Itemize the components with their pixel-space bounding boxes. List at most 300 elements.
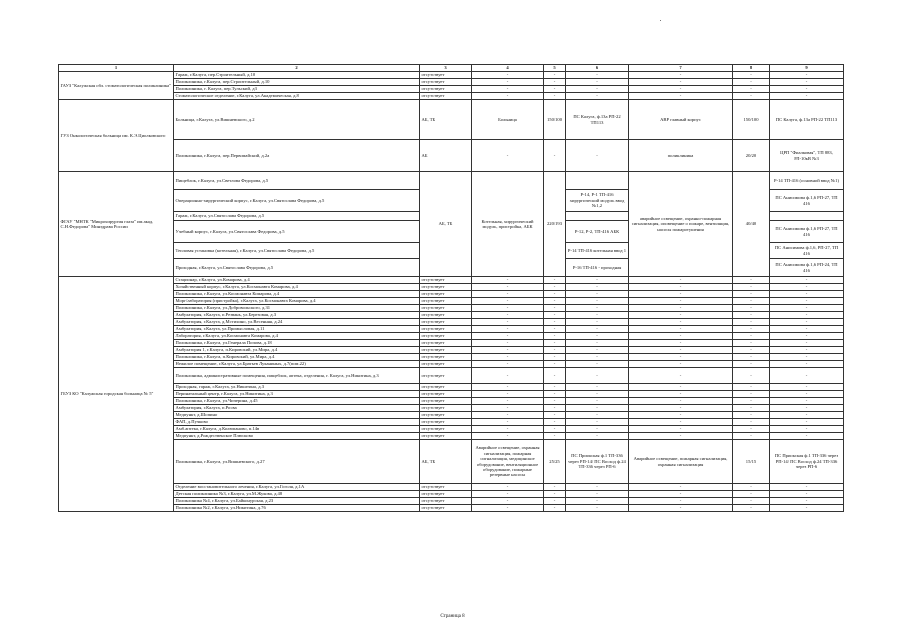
facility-address: Поликлиника, г.Калуга, ул.Чичерина, д.45 [174, 398, 420, 405]
table-cell: - [733, 412, 770, 419]
table-cell: - [566, 368, 629, 384]
facility-address: ФАП, д.Пучково [174, 419, 420, 426]
table-cell: - [566, 140, 629, 172]
column-number: 8 [733, 65, 770, 72]
column-number: 6 [566, 65, 629, 72]
table-cell: - [733, 405, 770, 412]
table-row [59, 398, 844, 405]
table-cell: ПС Анисимова ф.1,6 РП-27, ТП 416 [770, 221, 844, 243]
table-cell: ПС Калуга, ф.13а РП-22 ТП113 [566, 100, 629, 140]
table-cell: - [544, 340, 566, 347]
table-cell: - [544, 498, 566, 505]
table-cell: - [472, 433, 544, 440]
table-cell: - [770, 361, 844, 368]
table-cell: отсутствует [420, 361, 472, 368]
facility-address: Амбулатория, г.Калуга, д.Мстихино, ул.Весенняя, д.24 [174, 319, 420, 326]
table-cell: - [733, 384, 770, 391]
table-cell: - [629, 384, 733, 391]
table-cell: - [566, 305, 629, 312]
table-cell: - [566, 326, 629, 333]
table-cell: - [544, 284, 566, 291]
table-cell: - [544, 491, 566, 498]
table-cell: 25/25 [544, 440, 566, 484]
table-cell: - [733, 291, 770, 298]
table-cell: - [733, 93, 770, 100]
table-row [59, 277, 844, 284]
table-row [59, 284, 844, 291]
table-cell: - [544, 79, 566, 86]
table-row [59, 298, 844, 305]
table-row [59, 384, 844, 391]
table-cell: 220/193 [544, 172, 566, 277]
table-cell: - [566, 291, 629, 298]
table-cell: - [472, 426, 544, 433]
table-row [59, 291, 844, 298]
table-cell: - [733, 498, 770, 505]
table-cell: - [629, 484, 733, 491]
table-cell: - [544, 312, 566, 319]
column-number-row [59, 65, 844, 72]
table-cell: - [770, 93, 844, 100]
table-cell: - [629, 433, 733, 440]
facility-address: Поликлиника, г.Калуга, ул.Космонавта Комарова, д.4 [174, 291, 420, 298]
table-cell: - [472, 419, 544, 426]
table-cell: - [733, 491, 770, 498]
facility-address: Хозяйственный корпус, г.Калуга, ул.Космонавта Комарова, д.4 [174, 284, 420, 291]
table-cell: отсутствует [420, 333, 472, 340]
column-number: 2 [174, 65, 420, 72]
facility-address: Поликлиника, г. Калуга, пер.Тульский, д3 [174, 86, 420, 93]
table-cell: - [544, 319, 566, 326]
table-row [59, 140, 844, 172]
table-cell: ПС Калуга, ф.13а РП-22 ТП113 [770, 100, 844, 140]
table-cell: - [629, 312, 733, 319]
table-cell: - [472, 291, 544, 298]
facility-address: Учебный корпус, г.Калуга, ул.Святослава Федорова, д.5 [174, 221, 420, 243]
table-row [59, 426, 844, 433]
table-cell: - [733, 354, 770, 361]
table-cell: - [733, 277, 770, 284]
table-cell: Р-16 ТП-416 - проходная [566, 259, 629, 277]
table-cell: Р-12, Р-2, ТП-416 АБК [566, 221, 629, 243]
facility-address: Поликлиника, г.Калуга, пер.Строительный, д.10 [174, 79, 420, 86]
table-row [59, 347, 844, 354]
table-cell: отсутствует [420, 398, 472, 405]
table-cell: - [566, 298, 629, 305]
facility-address: Амбулатория, г.Калуга, ул.Промысловая, д.11 [174, 326, 420, 333]
table-cell: - [733, 347, 770, 354]
table-row [59, 419, 844, 426]
facility-address: Поликлиника, г.Калуга, ул.Добровольского, д.31 [174, 305, 420, 312]
table-cell: - [544, 391, 566, 398]
table-cell: - [733, 319, 770, 326]
facility-address: Поликлиника, административные помещения, пищеблок, аптека, отделения, г. Калуга, ул.Никитина, д.3 [174, 368, 420, 384]
table-cell: Р-14 ТП-416 котельная ввод 1 [566, 243, 629, 259]
table-cell: - [629, 405, 733, 412]
table-cell: - [629, 368, 733, 384]
table-cell: - [770, 405, 844, 412]
table-cell: - [629, 498, 733, 505]
table-cell: - [472, 326, 544, 333]
facility-address: Поликлиника, г.Калуга, п.Кировский, ул.Мира, д.4 [174, 354, 420, 361]
facility-address: Поликлиника №4, г.Калуга, ул.Байконурская, д.23 [174, 498, 420, 505]
table-cell: - [770, 312, 844, 319]
table-cell: - [629, 398, 733, 405]
table-cell: - [566, 347, 629, 354]
organization-name: ГАУЗ "Калужская обл. стоматологическая поликлиника" [59, 72, 174, 100]
column-number: 3 [420, 65, 472, 72]
table-cell: - [629, 505, 733, 512]
table-cell: 150/100 [544, 100, 566, 140]
table-row [59, 433, 844, 440]
table-cell: ПС Приокская ф.1 ТП-336 через РП-14/ ПС Восход ф.24 ТП-336 через РП-6 [770, 440, 844, 484]
table-cell: - [472, 498, 544, 505]
table-cell: - [472, 79, 544, 86]
table-cell: - [629, 391, 733, 398]
table-row [59, 405, 844, 412]
table-cell: - [733, 484, 770, 491]
table-cell: - [629, 361, 733, 368]
table-cell: - [629, 340, 733, 347]
table-cell: - [770, 419, 844, 426]
table-cell: - [733, 326, 770, 333]
table-cell: - [544, 405, 566, 412]
table-cell: - [544, 93, 566, 100]
table-cell: - [544, 433, 566, 440]
table-cell: - [566, 333, 629, 340]
table-cell: ПС Анисимова ф.1,6, РП-27, ТП 416 [770, 243, 844, 259]
table-cell: - [566, 391, 629, 398]
table-cell: отсутствует [420, 491, 472, 498]
table-cell: - [566, 361, 629, 368]
table-cell: - [629, 491, 733, 498]
column-number: 7 [629, 65, 733, 72]
facility-address: Гараж, г.Калуга, пер.Строительный, д.10 [174, 72, 420, 79]
table-cell: - [733, 312, 770, 319]
table-cell: - [544, 484, 566, 491]
organization-name: ГУЗ Онкологическая больница им. К.Э.Циолковского [59, 100, 174, 172]
table-row [59, 100, 844, 140]
table-cell: - [770, 291, 844, 298]
table-cell: - [472, 312, 544, 319]
column-number: 4 [472, 65, 544, 72]
table-cell [770, 212, 844, 221]
table-cell: - [770, 368, 844, 384]
table-cell: - [566, 491, 629, 498]
table-cell: - [472, 491, 544, 498]
facility-address: Поликлиника, г.Калуга, пер.Первомайский, д.2а [174, 140, 420, 172]
table-cell: отсутствует [420, 419, 472, 426]
table-cell: отсутствует [420, 326, 472, 333]
table-cell: - [770, 284, 844, 291]
table-cell: Больница [472, 100, 544, 140]
table-cell: - [733, 340, 770, 347]
table-cell: - [566, 498, 629, 505]
table-cell: - [566, 277, 629, 284]
facility-address: Поликлиника, г.Калуга, ул.Вишневского, д.27 [174, 440, 420, 484]
table-row [59, 305, 844, 312]
table-row [59, 312, 844, 319]
table-cell: - [472, 391, 544, 398]
table-cell: - [544, 305, 566, 312]
table-cell: аварийное освещение, охранно-пожарная сигнализация, оповещение о пожаре, вентиляция, насосы пожаротушения [629, 172, 733, 277]
table-cell: - [544, 368, 566, 384]
table-cell: - [770, 72, 844, 79]
facility-address: Пищеблок, г.Калуга, ул.Светлова Федорова, д.5 [174, 172, 420, 190]
facility-address: Стационар, г.Калуга, ул.Комарова, д.4 [174, 277, 420, 284]
table-cell: - [566, 426, 629, 433]
table-row [59, 368, 844, 384]
facility-address: Амбулатория, г.Калуга, п.Резвань, ул.Березовая, д.3 [174, 312, 420, 319]
table-cell: - [472, 412, 544, 419]
facility-address: Проходная, гараж, г.Калуга, ул.Никитина, д.3 [174, 384, 420, 391]
table-cell: - [733, 305, 770, 312]
table-cell: - [472, 354, 544, 361]
table-cell: - [770, 333, 844, 340]
table-row [59, 498, 844, 505]
table-cell: - [629, 333, 733, 340]
table-cell: - [770, 498, 844, 505]
facility-address: Проходная, г.Калуга, ул.Святослава Федорова, д.5 [174, 259, 420, 277]
table-cell: - [566, 505, 629, 512]
table-cell: отсутствует [420, 347, 472, 354]
organization-name: ФГАУ "МНТК "Микрохирургия глаза" им.акад. С.Н.Федорова" Минздрава России [59, 172, 174, 277]
table-cell: - [566, 354, 629, 361]
table-cell: отсутствует [420, 305, 472, 312]
table-cell: - [733, 505, 770, 512]
table-cell: - [544, 398, 566, 405]
table-cell: отсутствует [420, 426, 472, 433]
table-cell: 150/100 [733, 100, 770, 140]
table-cell: - [544, 505, 566, 512]
table-cell: отсутствует [420, 319, 472, 326]
table-cell: - [566, 412, 629, 419]
facility-address: Отделение восстановительного лечения, г.Калуга, ул.Гоголя, д.1А [174, 484, 420, 491]
table-cell: отсутствует [420, 484, 472, 491]
table-cell: - [770, 326, 844, 333]
table-cell: - [770, 398, 844, 405]
facility-address: Амб.аптека, г.Калуга, д.Колюпаново, п.14в [174, 426, 420, 433]
table-cell [566, 212, 629, 221]
facility-address: Нежилое помещение, г.Калуга, ул.Братьев Луканиных, д.7(пом.22) [174, 361, 420, 368]
facility-address: Больница, г.Калуга, ул.Вишневского, д.2 [174, 100, 420, 140]
facility-address: Поликлиника №2, г.Калуга, ул.Никитина, д.76 [174, 505, 420, 512]
table-row [59, 354, 844, 361]
table-cell: отсутствует [420, 72, 472, 79]
table-cell: - [770, 305, 844, 312]
table-cell: - [629, 412, 733, 419]
table-cell: - [544, 140, 566, 172]
table-cell: - [544, 412, 566, 419]
table-cell: - [770, 491, 844, 498]
table-row [59, 172, 844, 190]
facility-address: Медпункт, д.Шопино [174, 412, 420, 419]
table-cell: - [472, 361, 544, 368]
table-cell: отсутствует [420, 368, 472, 384]
table-cell: отсутствует [420, 433, 472, 440]
table-row [59, 391, 844, 398]
table-cell: АБ, ТБ [420, 172, 472, 277]
table-cell: отсутствует [420, 412, 472, 419]
column-number: 9 [770, 65, 844, 72]
table-row [59, 79, 844, 86]
table-cell: - [544, 354, 566, 361]
table-cell: - [544, 291, 566, 298]
table-cell: - [472, 398, 544, 405]
table-cell: Р-14, Р-1 ТП-416 хирургический модуль ввод №1,2 [566, 190, 629, 212]
register-table [58, 64, 844, 512]
table-cell: - [544, 277, 566, 284]
table-cell: - [544, 326, 566, 333]
table-row [59, 333, 844, 340]
table-row [59, 340, 844, 347]
table-cell: - [629, 354, 733, 361]
table-cell: - [472, 368, 544, 384]
facility-address: Амбулатория, г.Калуга, п.Росва [174, 405, 420, 412]
table-row [59, 491, 844, 498]
table-cell: - [472, 333, 544, 340]
table-cell: - [733, 426, 770, 433]
table-cell: - [629, 284, 733, 291]
table-cell: - [472, 405, 544, 412]
table-cell: - [472, 347, 544, 354]
table-cell: - [770, 86, 844, 93]
table-cell: Котельная, хирургический модуль, пристройка, АБК [472, 172, 544, 277]
table-cell: - [629, 86, 733, 93]
table-cell: - [472, 340, 544, 347]
table-cell: - [566, 79, 629, 86]
table-cell: - [472, 305, 544, 312]
table-cell: - [629, 319, 733, 326]
table-cell: 40/40 [733, 172, 770, 277]
table-cell: АБ, ТБ [420, 440, 472, 484]
table-cell: - [629, 291, 733, 298]
table-row [59, 412, 844, 419]
table-cell: - [472, 484, 544, 491]
table-cell: отсутствует [420, 277, 472, 284]
table-cell: - [566, 398, 629, 405]
table-cell: - [770, 384, 844, 391]
table-cell: отсутствует [420, 340, 472, 347]
table-row [59, 440, 844, 484]
table-cell: - [733, 284, 770, 291]
table-cell: - [544, 361, 566, 368]
table-cell: - [472, 284, 544, 291]
table-cell: - [566, 384, 629, 391]
table-cell: - [566, 93, 629, 100]
table-cell: - [566, 86, 629, 93]
facility-address: Гараж, г.Калуга, ул.Святослава Федорова, д.5 [174, 212, 420, 221]
table-row [59, 361, 844, 368]
table-cell: отсутствует [420, 384, 472, 391]
table-row [59, 505, 844, 512]
table-cell: - [629, 305, 733, 312]
table-row [59, 86, 844, 93]
table-cell: - [770, 505, 844, 512]
facility-address: Медпункт, д.Рождественское Плюсково [174, 433, 420, 440]
table-cell: отсутствует [420, 505, 472, 512]
table-cell: - [566, 312, 629, 319]
table-row [59, 72, 844, 79]
facility-address: Амбулатория 1, г.Калуга, п.Кировский, ул.Мира, д.4 [174, 347, 420, 354]
table-cell: - [733, 398, 770, 405]
table-cell: - [629, 326, 733, 333]
table-cell: - [770, 340, 844, 347]
facility-address: Детская поликлиника №3, г.Калуга, ул.М.Жукова, д.48 [174, 491, 420, 498]
page-number: Страница 8 [440, 614, 465, 619]
table-cell: - [472, 319, 544, 326]
table-cell: отсутствует [420, 86, 472, 93]
table-row [59, 326, 844, 333]
scan-speck [660, 20, 661, 21]
table-cell: - [566, 340, 629, 347]
table-cell: отсутствует [420, 312, 472, 319]
table-cell: - [733, 86, 770, 93]
table-cell: - [472, 384, 544, 391]
table-cell: - [544, 86, 566, 93]
table-cell: - [733, 333, 770, 340]
table-cell: - [629, 93, 733, 100]
table-cell: - [566, 405, 629, 412]
table-cell: - [629, 419, 733, 426]
table-cell: - [544, 347, 566, 354]
table-cell: отсутствует [420, 405, 472, 412]
table-cell: - [566, 72, 629, 79]
table-cell: - [472, 72, 544, 79]
facility-address: Операционно-хирургический корпус, г.Калуга, ул.Святослава Федорова, д.5 [174, 190, 420, 212]
table-cell: - [544, 384, 566, 391]
table-cell: - [733, 298, 770, 305]
table-cell: - [629, 79, 733, 86]
table-cell: - [472, 277, 544, 284]
table-cell: ПС Анисимова ф.1,6 РП-24, ТП 416 [770, 259, 844, 277]
table-cell: отсутствует [420, 284, 472, 291]
table-cell: - [770, 79, 844, 86]
table-cell: Аварийное освещение, пожарная сигнализация, охранная сигнализация [629, 440, 733, 484]
table-cell: - [544, 298, 566, 305]
table-cell: ЦРП "Фиалковая", ТП 883, РЛ-10кВ №3 [770, 140, 844, 172]
organization-name: ГБУЗ КО "Калужская городская больница № 5" [59, 277, 174, 512]
table-cell: отсутствует [420, 79, 472, 86]
table-cell: - [770, 319, 844, 326]
table-cell: отсутствует [420, 498, 472, 505]
table-cell: - [770, 484, 844, 491]
table-cell: АВР главный корпус [629, 100, 733, 140]
table-cell: - [566, 284, 629, 291]
table-cell: АБ [420, 140, 472, 172]
table-cell: - [733, 368, 770, 384]
table-cell: Аварийное освещение, охранная сигнализация, пожарная сигнализация, медицинское оборудование, вентиляционное оборудование, пожарные резервные насосы [472, 440, 544, 484]
table-cell: - [770, 412, 844, 419]
table-cell: отсутствует [420, 93, 472, 100]
table-cell: - [770, 426, 844, 433]
table-cell: - [472, 298, 544, 305]
table-cell: - [629, 72, 733, 79]
column-number: 5 [544, 65, 566, 72]
table-cell: - [566, 433, 629, 440]
table-cell: - [544, 333, 566, 340]
facility-address: Лаборатория, г.Калуга, ул.Космонавта Комарова, д.4 [174, 333, 420, 340]
table-cell: - [770, 277, 844, 284]
table-cell: - [566, 319, 629, 326]
table-row [59, 319, 844, 326]
table-cell: АБ, ТБ [420, 100, 472, 140]
table-cell: - [566, 484, 629, 491]
table-cell: отсутствует [420, 354, 472, 361]
document-sheet [58, 64, 843, 512]
facility-address: Морг/лаборатория (пристройка), г.Калуга, ул.Космонавта Комарова, д.4 [174, 298, 420, 305]
table-cell: ПС Анисимова ф.1,6 РП-27, ТП 416 [770, 190, 844, 212]
